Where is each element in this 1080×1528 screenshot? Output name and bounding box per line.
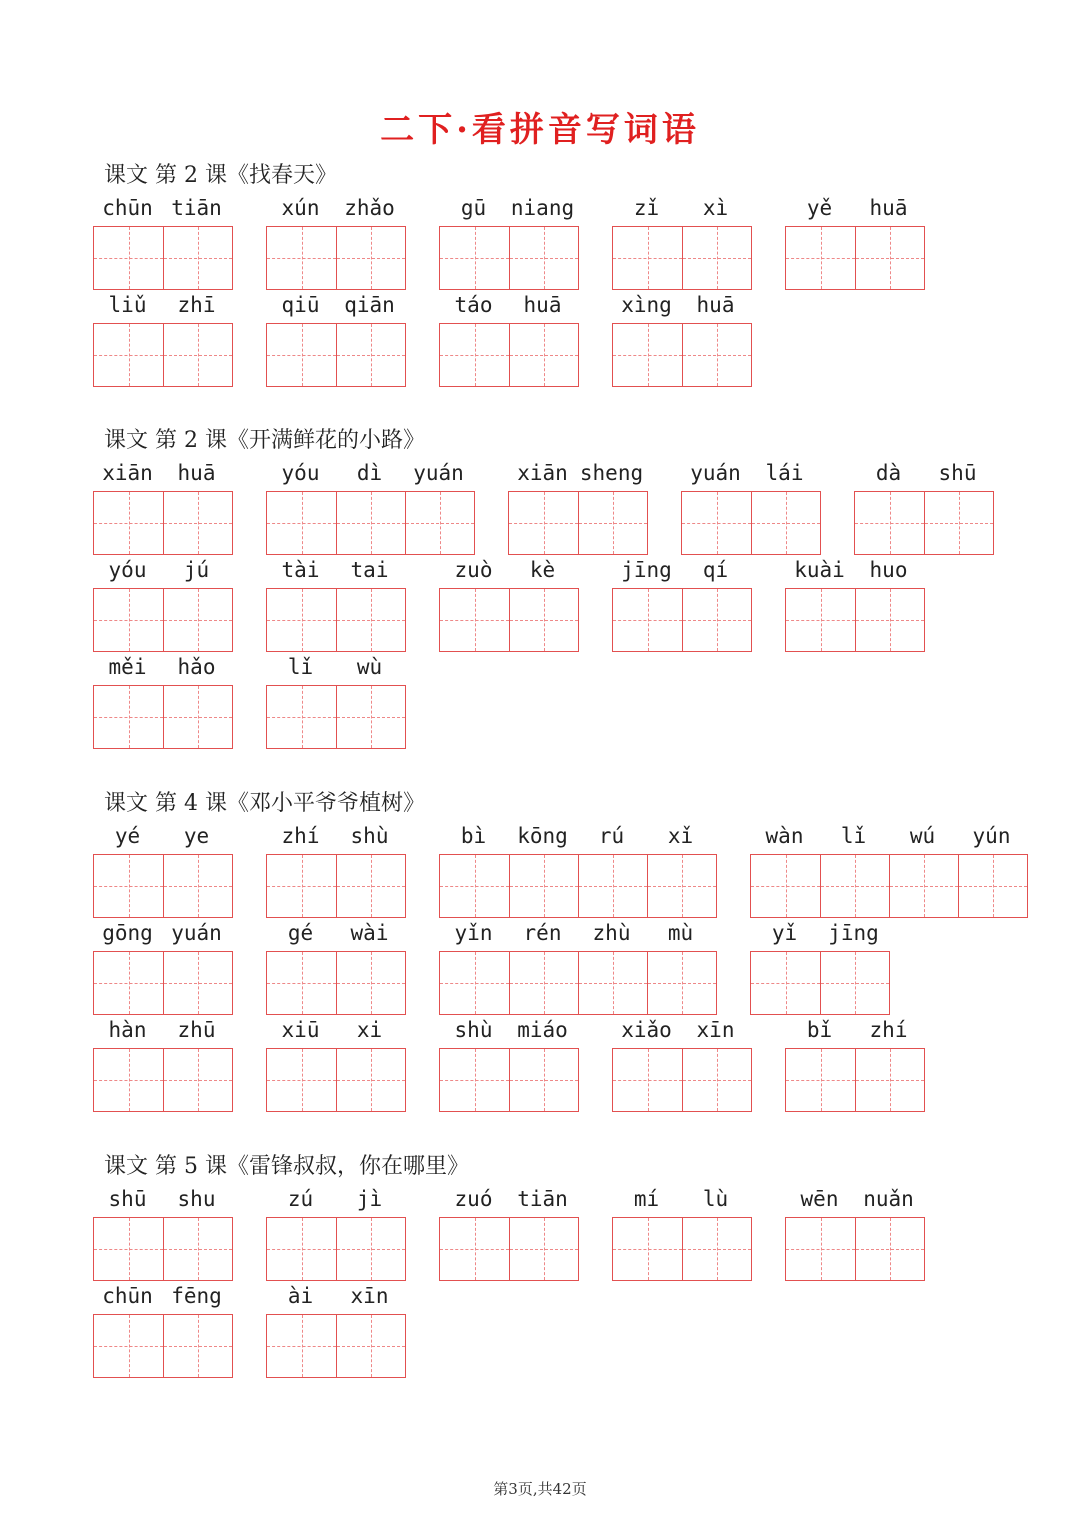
writing-grid [266, 491, 475, 555]
pinyin-syllable: yóu [108, 558, 147, 582]
pinyin-syllable: shù [350, 824, 389, 848]
tian-zi-cell[interactable] [163, 855, 232, 917]
pinyin-syllable: lǐ [840, 824, 867, 848]
tian-zi-cell[interactable] [336, 1218, 405, 1280]
pinyin-line [266, 558, 404, 584]
tian-zi-cell[interactable] [578, 492, 647, 554]
writing-grid [93, 1314, 233, 1378]
word-row [0, 824, 1080, 914]
pinyin-line [93, 1284, 231, 1310]
tian-zi-cell[interactable] [509, 589, 578, 651]
writing-grid [93, 951, 233, 1015]
pinyin-line [785, 1018, 923, 1044]
pinyin-syllable: xīn [696, 1018, 735, 1042]
pinyin-line [93, 1187, 231, 1213]
tian-zi-cell[interactable] [336, 589, 405, 651]
writing-grid [612, 226, 752, 290]
pinyin-line [266, 921, 404, 947]
pinyin-line [439, 1187, 577, 1213]
tian-zi-cell[interactable] [163, 589, 232, 651]
tian-zi-cell[interactable] [613, 1218, 682, 1280]
pinyin-syllable: lái [765, 461, 804, 485]
pinyin-syllable: fēng [171, 1284, 222, 1308]
pinyin-syllable: sheng [579, 461, 644, 485]
writing-grid [612, 588, 752, 652]
pinyin-syllable: bì [460, 824, 487, 848]
writing-grid [854, 491, 994, 555]
pinyin-line [93, 558, 231, 584]
writing-grid [266, 1217, 406, 1281]
tian-zi-cell[interactable] [613, 1049, 682, 1111]
tian-zi-cell[interactable] [163, 1049, 232, 1111]
tian-zi-cell[interactable] [820, 952, 889, 1014]
pinyin-line [785, 558, 923, 584]
tian-zi-cell[interactable] [509, 855, 578, 917]
tian-zi-cell[interactable] [267, 686, 336, 748]
pinyin-line [93, 921, 231, 947]
tian-zi-cell[interactable] [336, 324, 405, 386]
pinyin-line [439, 921, 715, 947]
pinyin-syllable: niang [510, 196, 575, 220]
pinyin-syllable: wù [356, 655, 383, 679]
tian-zi-cell[interactable] [267, 855, 336, 917]
tian-zi-cell[interactable] [440, 324, 509, 386]
pinyin-syllable: xīn [350, 1284, 389, 1308]
pinyin-line [439, 1018, 577, 1044]
pinyin-syllable: qiū [281, 293, 320, 317]
pinyin-syllable: shu [177, 1187, 216, 1211]
pinyin-syllable: shū [108, 1187, 147, 1211]
pinyin-line [439, 558, 577, 584]
writing-grid [93, 1217, 233, 1281]
pinyin-line [750, 921, 888, 947]
writing-grid [785, 588, 925, 652]
tian-zi-cell[interactable] [855, 589, 924, 651]
pinyin-line [439, 196, 577, 222]
pinyin-syllable: nuǎn [863, 1187, 914, 1211]
tian-zi-cell[interactable] [509, 952, 578, 1014]
tian-zi-cell[interactable] [682, 1218, 751, 1280]
tian-zi-cell[interactable] [163, 324, 232, 386]
writing-grid [266, 854, 406, 918]
tian-zi-cell[interactable] [786, 1049, 855, 1111]
pinyin-line [266, 1284, 404, 1310]
word-row [0, 655, 1080, 745]
writing-grid [785, 226, 925, 290]
tian-zi-cell[interactable] [751, 855, 820, 917]
tian-zi-cell[interactable] [267, 227, 336, 289]
pinyin-line [612, 1187, 750, 1213]
pinyin-syllable: mí [633, 1187, 660, 1211]
writing-grid [750, 951, 890, 1015]
writing-grid [612, 323, 752, 387]
pinyin-syllable: kè [529, 558, 556, 582]
pinyin-line [266, 293, 404, 319]
writing-grid [93, 854, 233, 918]
pinyin-syllable: yǐ [771, 921, 798, 945]
pinyin-syllable: zhī [177, 293, 216, 317]
pinyin-line [681, 461, 819, 487]
tian-zi-cell[interactable] [786, 589, 855, 651]
pinyin-syllable: gé [287, 921, 314, 945]
pinyin-syllable: yún [972, 824, 1011, 848]
pinyin-line [439, 824, 715, 850]
pinyin-syllable: huā [869, 196, 908, 220]
pinyin-syllable: huā [523, 293, 562, 317]
tian-zi-cell[interactable] [267, 1049, 336, 1111]
writing-grid [93, 323, 233, 387]
pinyin-syllable: huo [869, 558, 908, 582]
pinyin-syllable: tiān [517, 1187, 568, 1211]
pinyin-syllable: wēn [800, 1187, 839, 1211]
pinyin-syllable: yuán [690, 461, 741, 485]
tian-zi-cell[interactable] [336, 686, 405, 748]
pinyin-syllable: jīng [621, 558, 672, 582]
page-footer: 第3页,共42页 [493, 1480, 587, 1498]
writing-grid [785, 1048, 925, 1112]
tian-zi-cell[interactable] [613, 589, 682, 651]
pinyin-syllable: kuài [794, 558, 845, 582]
pinyin-syllable: táo [454, 293, 493, 317]
pinyin-syllable: tiān [171, 196, 222, 220]
pinyin-line [750, 824, 1026, 850]
tian-zi-cell[interactable] [440, 952, 509, 1014]
pinyin-syllable: yě [806, 196, 833, 220]
lesson-heading: 课文 第 2 课《找春天》 [104, 163, 337, 188]
pinyin-syllable: yuán [171, 921, 222, 945]
pinyin-syllable: yuán [413, 461, 464, 485]
pinyin-line [93, 655, 231, 681]
pinyin-syllable: chūn [102, 196, 153, 220]
word-row [0, 461, 1080, 551]
tian-zi-cell[interactable] [509, 492, 578, 554]
pinyin-syllable: lǐ [287, 655, 314, 679]
writing-grid [612, 1048, 752, 1112]
tian-zi-cell[interactable] [267, 589, 336, 651]
word-row [0, 921, 1080, 1011]
writing-grid [93, 226, 233, 290]
pinyin-syllable: xiān [517, 461, 568, 485]
pinyin-syllable: gū [460, 196, 487, 220]
tian-zi-cell[interactable] [405, 492, 474, 554]
tian-zi-cell[interactable] [94, 686, 163, 748]
writing-grid [266, 1048, 406, 1112]
tian-zi-cell[interactable] [613, 324, 682, 386]
pinyin-syllable: zuó [454, 1187, 493, 1211]
pinyin-syllable: xì [702, 196, 729, 220]
tian-zi-cell[interactable] [94, 227, 163, 289]
tian-zi-cell[interactable] [163, 1315, 232, 1377]
tian-zi-cell[interactable] [440, 1218, 509, 1280]
pinyin-line [785, 1187, 923, 1213]
pinyin-syllable: yé [114, 824, 141, 848]
tian-zi-cell[interactable] [751, 952, 820, 1014]
tian-zi-cell[interactable] [855, 492, 924, 554]
lesson-heading: 课文 第 2 课《开满鲜花的小路》 [104, 428, 425, 453]
pinyin-syllable: liǔ [108, 293, 147, 317]
tian-zi-cell[interactable] [94, 1315, 163, 1377]
pinyin-syllable: tai [350, 558, 389, 582]
pinyin-syllable: mù [667, 921, 694, 945]
writing-grid [750, 854, 1028, 918]
pinyin-syllable: rén [523, 921, 562, 945]
writing-grid [93, 588, 233, 652]
writing-grid [439, 951, 717, 1015]
tian-zi-cell[interactable] [682, 492, 751, 554]
pinyin-syllable: zuò [454, 558, 493, 582]
tian-zi-cell[interactable] [509, 1049, 578, 1111]
writing-grid [508, 491, 648, 555]
tian-zi-cell[interactable] [855, 227, 924, 289]
tian-zi-cell[interactable] [509, 324, 578, 386]
pinyin-line [93, 196, 231, 222]
word-row [0, 558, 1080, 648]
pinyin-syllable: shū [938, 461, 977, 485]
pinyin-syllable: zú [287, 1187, 314, 1211]
writing-grid [439, 588, 579, 652]
tian-zi-cell[interactable] [509, 227, 578, 289]
pinyin-syllable: zhǎo [344, 196, 395, 220]
pinyin-syllable: xǐ [667, 824, 694, 848]
writing-grid [266, 685, 406, 749]
tian-zi-cell[interactable] [440, 227, 509, 289]
writing-grid [612, 1217, 752, 1281]
pinyin-syllable: hàn [108, 1018, 147, 1042]
pinyin-syllable: xiǎo [621, 1018, 672, 1042]
writing-grid [439, 854, 717, 918]
tian-zi-cell[interactable] [855, 1218, 924, 1280]
pinyin-line [266, 461, 473, 487]
pinyin-line [93, 1018, 231, 1044]
tian-zi-cell[interactable] [336, 952, 405, 1014]
tian-zi-cell[interactable] [94, 1218, 163, 1280]
pinyin-line [266, 1018, 404, 1044]
tian-zi-cell[interactable] [336, 1049, 405, 1111]
pinyin-syllable: xìng [621, 293, 672, 317]
pinyin-syllable: yóu [281, 461, 320, 485]
pinyin-syllable: xún [281, 196, 320, 220]
lesson-heading: 课文 第 5 课《雷锋叔叔，你在哪里》 [104, 1154, 469, 1179]
pinyin-syllable: zhù [592, 921, 631, 945]
word-row [0, 1284, 1080, 1374]
tian-zi-cell[interactable] [613, 227, 682, 289]
pinyin-syllable: wú [909, 824, 936, 848]
tian-zi-cell[interactable] [509, 1218, 578, 1280]
pinyin-line [612, 293, 750, 319]
pinyin-syllable: hǎo [177, 655, 216, 679]
writing-grid [93, 1048, 233, 1112]
tian-zi-cell[interactable] [786, 227, 855, 289]
writing-grid [439, 226, 579, 290]
pinyin-line [439, 293, 577, 319]
tian-zi-cell[interactable] [163, 227, 232, 289]
tian-zi-cell[interactable] [94, 1049, 163, 1111]
word-row [0, 1187, 1080, 1277]
word-row [0, 293, 1080, 383]
pinyin-line [93, 824, 231, 850]
writing-grid [266, 323, 406, 387]
tian-zi-cell[interactable] [267, 952, 336, 1014]
tian-zi-cell[interactable] [682, 589, 751, 651]
tian-zi-cell[interactable] [751, 492, 820, 554]
writing-grid [439, 1048, 579, 1112]
pinyin-line [93, 293, 231, 319]
tian-zi-cell[interactable] [578, 855, 647, 917]
pinyin-syllable: miáo [517, 1018, 568, 1042]
pinyin-syllable: qí [702, 558, 729, 582]
pinyin-line [612, 558, 750, 584]
tian-zi-cell[interactable] [440, 1049, 509, 1111]
pinyin-line [612, 196, 750, 222]
pinyin-syllable: ài [287, 1284, 314, 1308]
tian-zi-cell[interactable] [94, 492, 163, 554]
pinyin-line [854, 461, 992, 487]
pinyin-syllable: wài [350, 921, 389, 945]
pinyin-line [508, 461, 646, 487]
pinyin-syllable: zhí [281, 824, 320, 848]
pinyin-syllable: qiān [344, 293, 395, 317]
tian-zi-cell[interactable] [267, 1315, 336, 1377]
pinyin-syllable: lù [702, 1187, 729, 1211]
pinyin-syllable: xi [356, 1018, 383, 1042]
tian-zi-cell[interactable] [336, 492, 405, 554]
tian-zi-cell[interactable] [855, 1049, 924, 1111]
writing-grid [439, 1217, 579, 1281]
pinyin-syllable: rú [598, 824, 625, 848]
writing-grid [266, 226, 406, 290]
tian-zi-cell[interactable] [682, 1049, 751, 1111]
writing-grid [439, 323, 579, 387]
tian-zi-cell[interactable] [440, 589, 509, 651]
tian-zi-cell[interactable] [94, 855, 163, 917]
pinyin-line [266, 824, 404, 850]
pinyin-syllable: bǐ [806, 1018, 833, 1042]
pinyin-syllable: dì [356, 461, 383, 485]
word-row [0, 1018, 1080, 1108]
pinyin-line [266, 655, 404, 681]
pinyin-line [266, 1187, 404, 1213]
writing-grid [266, 588, 406, 652]
writing-grid [266, 951, 406, 1015]
pinyin-syllable: zǐ [633, 196, 660, 220]
tian-zi-cell[interactable] [820, 855, 889, 917]
pinyin-syllable: yǐn [454, 921, 493, 945]
tian-zi-cell[interactable] [786, 1218, 855, 1280]
tian-zi-cell[interactable] [336, 227, 405, 289]
tian-zi-cell[interactable] [267, 492, 336, 554]
pinyin-syllable: shù [454, 1018, 493, 1042]
pinyin-syllable: jì [356, 1187, 383, 1211]
tian-zi-cell[interactable] [336, 855, 405, 917]
tian-zi-cell[interactable] [336, 1315, 405, 1377]
lesson-heading: 课文 第 4 课《邓小平爷爷植树》 [104, 791, 425, 816]
writing-grid [681, 491, 821, 555]
tian-zi-cell[interactable] [267, 324, 336, 386]
pinyin-syllable: jú [183, 558, 210, 582]
writing-grid [93, 685, 233, 749]
tian-zi-cell[interactable] [163, 492, 232, 554]
tian-zi-cell[interactable] [94, 324, 163, 386]
pinyin-syllable: xiū [281, 1018, 320, 1042]
pinyin-syllable: xiān [102, 461, 153, 485]
tian-zi-cell[interactable] [647, 952, 716, 1014]
pinyin-syllable: huā [696, 293, 735, 317]
tian-zi-cell[interactable] [682, 227, 751, 289]
pinyin-line [266, 196, 404, 222]
pinyin-syllable: huā [177, 461, 216, 485]
pinyin-syllable: kōng [517, 824, 568, 848]
writing-grid [785, 1217, 925, 1281]
pinyin-line [785, 196, 923, 222]
page-title: 二下·看拼音写词语 [380, 110, 700, 150]
tian-zi-cell[interactable] [924, 492, 993, 554]
pinyin-syllable: ye [183, 824, 210, 848]
pinyin-syllable: dà [875, 461, 902, 485]
pinyin-syllable: wàn [765, 824, 804, 848]
pinyin-line [612, 1018, 750, 1044]
writing-grid [93, 491, 233, 555]
tian-zi-cell[interactable] [163, 686, 232, 748]
tian-zi-cell[interactable] [440, 855, 509, 917]
pinyin-syllable: chūn [102, 1284, 153, 1308]
tian-zi-cell[interactable] [94, 952, 163, 1014]
tian-zi-cell[interactable] [163, 952, 232, 1014]
tian-zi-cell[interactable] [958, 855, 1027, 917]
word-row [0, 196, 1080, 286]
pinyin-syllable: tài [281, 558, 320, 582]
writing-grid [266, 1314, 406, 1378]
tian-zi-cell[interactable] [163, 1218, 232, 1280]
pinyin-syllable: zhū [177, 1018, 216, 1042]
pinyin-syllable: měi [108, 655, 147, 679]
pinyin-syllable: jīng [828, 921, 879, 945]
tian-zi-cell[interactable] [647, 855, 716, 917]
tian-zi-cell[interactable] [889, 855, 958, 917]
pinyin-syllable: gōng [102, 921, 153, 945]
tian-zi-cell[interactable] [267, 1218, 336, 1280]
tian-zi-cell[interactable] [682, 324, 751, 386]
pinyin-line [93, 461, 231, 487]
tian-zi-cell[interactable] [94, 589, 163, 651]
pinyin-syllable: zhí [869, 1018, 908, 1042]
tian-zi-cell[interactable] [578, 952, 647, 1014]
